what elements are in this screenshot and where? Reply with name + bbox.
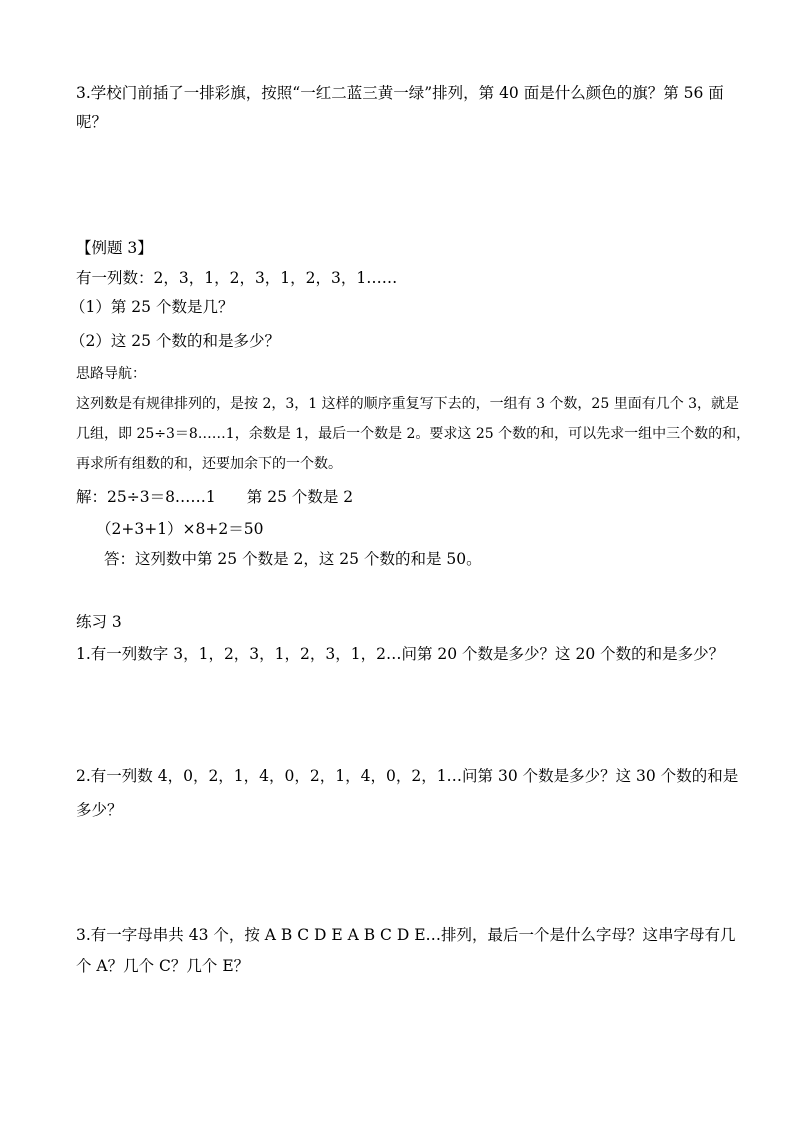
guide-line-3: 再求所有组数的和，还要加余下的一个数。 xyxy=(76,456,342,472)
guide-line-1: 这列数是有规律排列的，是按 2，3，1 这样的顺序重复写下去的，一组有 3 个数，25 里面有几个 3，就是 xyxy=(76,396,740,412)
problem-3-line-2: 呢？ xyxy=(76,113,108,131)
guide-line-2: 几组，即 25÷3＝8……1，余数是 1，最后一个数是 2。要求这 25 个数的和，可以先求一组中三个数的和， xyxy=(76,426,751,442)
example-3-intro: 有一列数：2，3，1，2，3，1，2，3，1…… xyxy=(76,269,398,287)
problem-3-line-1: 3.学校门前插了一排彩旗，按照“一红二蓝三黄一绿”排列，第 40 面是什么颜色的旗？第 56 面 xyxy=(76,84,724,102)
practice-problem-3-line-2: 个 A？几个 C？几个 E？ xyxy=(76,957,250,975)
practice-problem-2-line-1: 2.有一列数 4，0，2，1，4，0，2，1，4，0，2，1…问第 30 个数是多少？这 30 个数的和是 xyxy=(76,767,739,785)
guide-label: 思路导航： xyxy=(76,366,146,382)
practice-problem-2-line-2: 多少？ xyxy=(76,801,123,819)
example-3-question-2: （2）这 25 个数的和是多少？ xyxy=(70,332,280,350)
solution-line-2: （2+3+1）×8+2＝50 xyxy=(96,520,264,538)
example-3-question-1: （1）第 25 个数是几？ xyxy=(70,298,234,316)
solution-line-1: 解：25÷3＝8……1 第 25 个数是 2 xyxy=(76,488,354,506)
example-3-heading: 【例题 3】 xyxy=(76,239,153,257)
practice-3-heading: 练习 3 xyxy=(76,613,122,631)
practice-problem-3-line-1: 3.有一字母串共 43 个，按 A B C D E A B C D E…排列，最后一个是什么字母？这串字母有几 xyxy=(76,926,736,944)
answer-line: 答：这列数中第 25 个数是 2，这 25 个数的和是 50。 xyxy=(104,550,482,568)
practice-problem-1: 1.有一列数字 3，1，2，3，1，2，3，1，2…问第 20 个数是多少？这 20 个数的和是多少？ xyxy=(76,645,725,663)
